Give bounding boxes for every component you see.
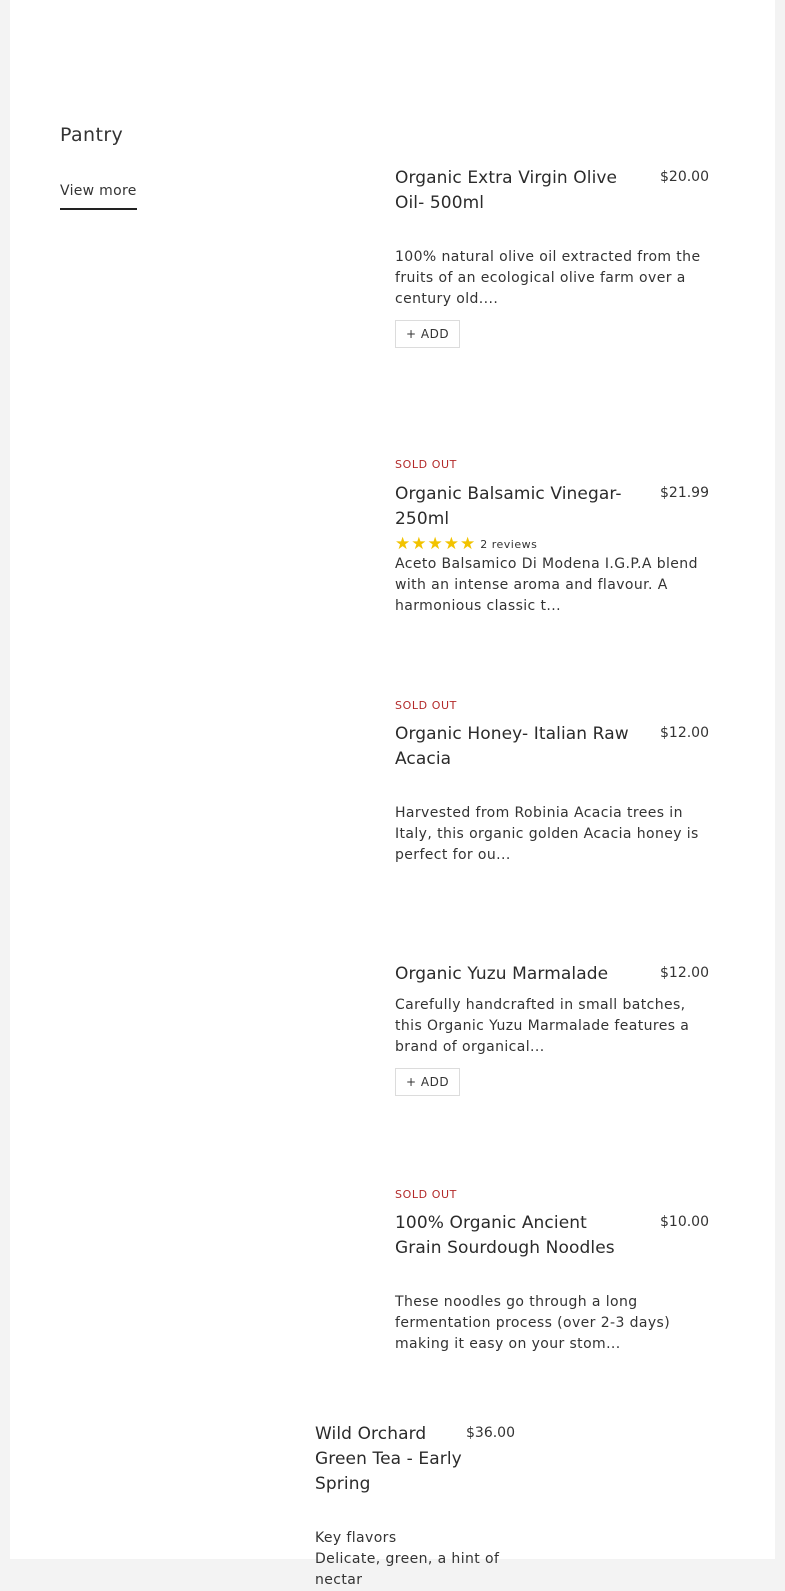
product-title-row: [395, 166, 709, 216]
product-card-acacia-honey[interactable]: [395, 699, 709, 866]
product-description: 100% natural olive oil extracted from the fruits of an ecological olive farm over a century old....: [395, 249, 701, 307]
view-more-link[interactable]: View more: [60, 183, 137, 210]
star-rating-icon: ★★★★★: [395, 534, 477, 554]
product-title[interactable]: Organic Honey- Italian Raw Acacia: [395, 724, 629, 769]
add-to-cart-button[interactable]: + ADD: [395, 1068, 460, 1096]
sold-out-badge: SOLD OUT: [395, 699, 457, 712]
sold-out-badge: SOLD OUT: [395, 458, 457, 471]
product-title[interactable]: Wild Orchard Green Tea - Early Spring: [315, 1424, 462, 1494]
review-count: 2 reviews: [480, 537, 538, 551]
product-card-yuzu-marmalade[interactable]: [395, 962, 709, 1096]
product-title-row: [395, 482, 709, 532]
product-title-row: [395, 962, 709, 987]
product-title[interactable]: 100% Organic Ancient Grain Sourdough Noodles: [395, 1213, 615, 1258]
product-description: Delicate, green, a hint of nectar: [315, 1551, 500, 1588]
page-sheet: [10, 0, 775, 1588]
product-title-row: [395, 722, 709, 772]
product-card-green-tea[interactable]: [315, 1422, 515, 1591]
product-title[interactable]: Organic Yuzu Marmalade: [395, 964, 609, 984]
product-price: $20.00: [660, 169, 709, 185]
product-price: $36.00: [466, 1425, 515, 1441]
product-card-olive-oil[interactable]: [395, 166, 709, 348]
product-description-heading: Key flavors: [315, 1530, 397, 1546]
add-to-cart-button[interactable]: + ADD: [395, 320, 460, 348]
product-title[interactable]: Organic Extra Virgin Olive Oil- 500ml: [395, 168, 618, 213]
sold-out-badge: SOLD OUT: [395, 1188, 457, 1201]
product-rating[interactable]: [395, 534, 709, 554]
product-description: Harvested from Robinia Acacia trees in Italy, this organic golden Acacia honey is perfect for ou...: [395, 805, 699, 863]
product-price: $10.00: [660, 1214, 709, 1230]
product-price: $21.99: [660, 485, 709, 501]
product-title-row: [315, 1422, 515, 1497]
product-title-row: [395, 1211, 709, 1261]
product-price: $12.00: [660, 965, 709, 981]
section-title: Pantry: [60, 124, 124, 146]
product-card-sourdough-noodles[interactable]: [395, 1188, 709, 1355]
product-card-balsamic-vinegar[interactable]: [395, 458, 709, 617]
product-description: Aceto Balsamico Di Modena I.G.P.A blend with an intense aroma and flavour. A harmonious classic t...: [395, 556, 698, 614]
product-title[interactable]: Organic Balsamic Vinegar- 250ml: [395, 484, 622, 529]
product-description: These noodles go through a long fermentation process (over 2-3 days) making it easy on your stom...: [395, 1294, 671, 1352]
product-price: $12.00: [660, 725, 709, 741]
product-description: Carefully handcrafted in small batches, this Organic Yuzu Marmalade features a brand of organical...: [395, 997, 690, 1055]
